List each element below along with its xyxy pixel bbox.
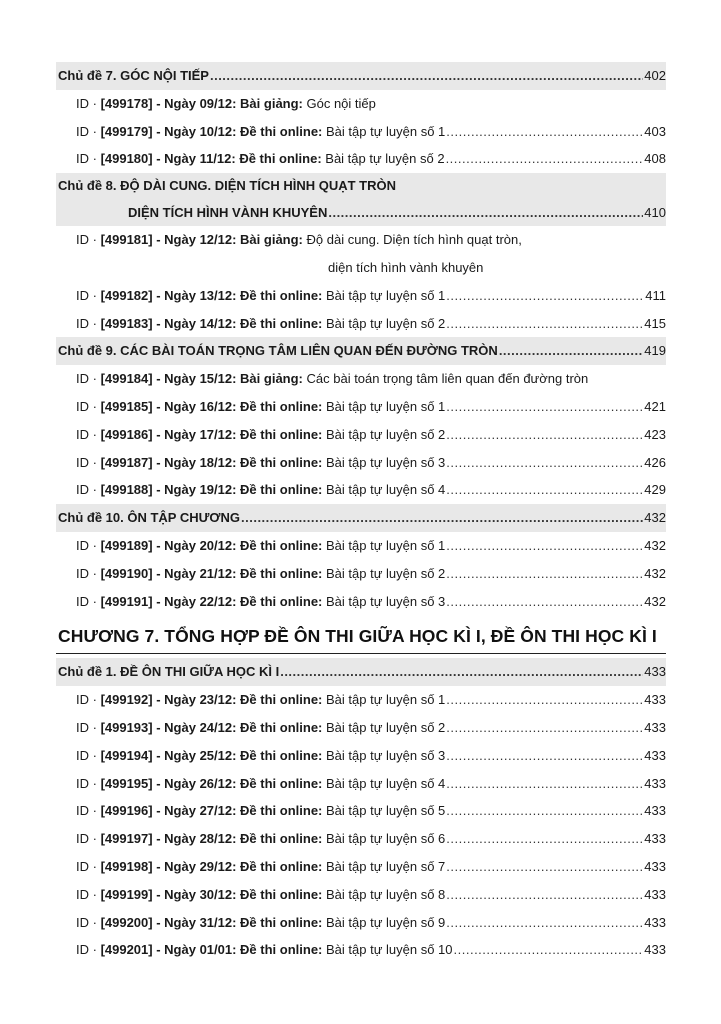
entry-code: [499196] — [100, 803, 153, 819]
entry-title: Bài tập tự luyện số 2 — [322, 426, 446, 442]
entry-title: Bài tập tự luyện số 5 — [322, 803, 446, 819]
page-number: 432 — [644, 565, 666, 581]
entry-date: - Ngày 26/12: — [152, 775, 241, 791]
dot-leader — [446, 560, 643, 588]
entry-kind: Đề thi online: — [240, 858, 323, 874]
entry-date: - Ngày 09/12: — [152, 95, 241, 111]
entry-code: [499195] — [100, 775, 153, 791]
entry-kind: Đề thi online: — [240, 775, 323, 791]
dot-leader — [446, 145, 644, 173]
toc-entry[interactable] — [56, 310, 666, 338]
dot-leader — [446, 909, 643, 937]
page-number: 433 — [644, 858, 666, 874]
dot-leader — [446, 532, 643, 560]
dot-leader — [446, 310, 643, 338]
entry-title: Độ dài cung. Diện tích hình quạt tròn, — [302, 232, 522, 248]
topic-title: Chủ đề 10. ÔN TẬP CHƯƠNG — [58, 510, 240, 526]
id-prefix: ID · — [76, 151, 101, 167]
entry-date: - Ngày 31/12: — [152, 914, 241, 930]
id-prefix: ID · — [76, 315, 101, 331]
topic-title: Chủ đề 7. GÓC NỘI TIẾP — [58, 68, 209, 83]
toc-entry[interactable] — [56, 421, 666, 449]
toc-entry[interactable] — [56, 909, 666, 937]
entry-title: Bài tập tự luyện số 7 — [322, 858, 446, 874]
dot-leader — [446, 118, 643, 146]
toc-entry-continuation — [56, 254, 666, 282]
topic-title-continued: DIỆN TÍCH HÌNH VÀNH KHUYÊN — [128, 205, 328, 221]
entry-code: [499198] — [100, 858, 153, 874]
topic-heading[interactable] — [56, 173, 666, 199]
toc-entry[interactable] — [56, 825, 666, 853]
entry-code: [499190] — [100, 565, 153, 581]
id-prefix: ID · — [76, 565, 101, 581]
entry-kind: Đề thi online: — [239, 151, 322, 167]
entry-code: [499185] — [100, 398, 153, 414]
entry-code: [499201] — [100, 942, 153, 958]
toc-entry[interactable] — [56, 476, 666, 504]
entry-title: Bài tập tự luyện số 1 — [322, 287, 446, 303]
entry-code: [499192] — [100, 692, 153, 708]
entry-code: [499186] — [100, 426, 153, 442]
dot-leader — [446, 881, 643, 909]
id-prefix: ID · — [76, 426, 101, 442]
entry-date: - Ngày 14/12: — [152, 315, 241, 331]
page-number: 402 — [644, 68, 666, 83]
id-prefix: ID · — [76, 747, 101, 763]
dot-leader — [446, 282, 644, 310]
dot-leader — [446, 421, 643, 449]
entry-title: Bài tập tự luyện số 1 — [322, 537, 446, 553]
entry-kind: Đề thi online: — [240, 831, 323, 847]
entry-date: - Ngày 12/12: — [152, 232, 241, 248]
entry-code: [499194] — [100, 747, 153, 763]
chapter-heading[interactable]: CHƯƠNG 7. TỔNG HỢP ĐỀ ÔN THI GIỮA HỌC KÌ I, ĐỀ ÔN THI HỌC KÌ I — [56, 619, 666, 654]
id-prefix: ID · — [76, 537, 101, 553]
entry-code: [499191] — [100, 593, 153, 609]
toc-entry[interactable] — [56, 797, 666, 825]
entry-kind: Đề thi online: — [240, 803, 323, 819]
entry-code: [499197] — [100, 831, 153, 847]
entry-date: - Ngày 17/12: — [152, 426, 241, 442]
page-number: 411 — [645, 287, 666, 303]
entry-title: Bài tập tự luyện số 2 — [322, 315, 446, 331]
id-prefix: ID · — [76, 232, 101, 248]
entry-title: Góc nội tiếp — [302, 95, 376, 111]
entry-code: [499184] — [100, 371, 153, 387]
entry-kind: Đề thi online: — [240, 287, 323, 303]
entry-title: Bài tập tự luyện số 4 — [322, 482, 446, 498]
page-number: 421 — [644, 398, 666, 414]
topic-title: Chủ đề 8. ĐỘ DÀI CUNG. DIỆN TÍCH HÌNH QUẠT TRÒN — [58, 178, 396, 194]
page-number: 433 — [644, 692, 666, 708]
topic-heading-continued[interactable] — [56, 199, 666, 226]
entry-code: [499188] — [100, 482, 153, 498]
entry-code: [499182] — [100, 287, 153, 303]
entry-kind: Đề thi online: — [240, 914, 323, 930]
id-prefix: ID · — [76, 914, 101, 930]
dot-leader — [454, 936, 644, 964]
dot-leader — [446, 393, 643, 421]
page-number: 433 — [644, 803, 666, 819]
dot-leader — [446, 853, 643, 881]
entry-kind: Đề thi online: — [240, 482, 323, 498]
entry-kind: Đề thi online: — [240, 565, 323, 581]
page-number: 433 — [644, 942, 666, 958]
topic-heading[interactable] — [56, 62, 666, 90]
entry-title: Bài tập tự luyện số 9 — [322, 914, 446, 930]
toc-entry[interactable] — [56, 686, 666, 714]
id-prefix: ID · — [76, 123, 101, 139]
entry-code: [499189] — [100, 537, 153, 553]
entry-kind: Đề thi online: — [240, 454, 323, 470]
entry-date: - Ngày 01/01: — [152, 942, 241, 958]
entry-code: [499183] — [100, 315, 153, 331]
toc-entry[interactable] — [56, 560, 666, 588]
page-number: 423 — [644, 426, 666, 442]
dot-leader — [241, 504, 643, 532]
id-prefix: ID · — [76, 398, 101, 414]
id-prefix: ID · — [76, 831, 101, 847]
page-number: 433 — [644, 747, 666, 763]
toc-entry[interactable] — [56, 90, 666, 118]
entry-title: Bài tập tự luyện số 2 — [322, 719, 446, 735]
entry-code: [499199] — [100, 886, 153, 902]
entry-title-continued: diện tích hình vành khuyên — [328, 259, 484, 275]
page-number: 433 — [644, 831, 666, 847]
topic-heading[interactable] — [56, 337, 666, 365]
toc-entry[interactable] — [56, 588, 666, 616]
dot-leader — [446, 449, 643, 477]
entry-date: - Ngày 13/12: — [152, 287, 241, 303]
dot-leader — [499, 337, 643, 365]
entry-title: Bài tập tự luyện số 1 — [322, 123, 446, 139]
entry-date: - Ngày 23/12: — [152, 692, 241, 708]
toc-entry[interactable] — [56, 145, 666, 173]
entry-kind: Đề thi online: — [240, 747, 323, 763]
id-prefix: ID · — [76, 593, 101, 609]
dot-leader — [446, 825, 643, 853]
id-prefix: ID · — [76, 454, 101, 470]
id-prefix: ID · — [76, 942, 101, 958]
page-number: 419 — [644, 343, 666, 359]
toc-entry[interactable] — [56, 853, 666, 881]
entry-code: [499179] — [100, 123, 153, 139]
id-prefix: ID · — [76, 692, 101, 708]
entry-title: Các bài toán trọng tâm liên quan đến đường tròn — [302, 371, 589, 387]
entry-date: - Ngày 10/12: — [152, 123, 241, 139]
entry-date: - Ngày 16/12: — [152, 398, 241, 414]
entry-kind: Đề thi online: — [240, 593, 323, 609]
page-number: 426 — [644, 454, 666, 470]
page-number: 433 — [644, 664, 666, 680]
dot-leader — [446, 797, 643, 825]
entry-kind: Đề thi online: — [240, 315, 323, 331]
topic-title: Chủ đề 9. CÁC BÀI TOÁN TRỌNG TÂM LIÊN QUAN ĐẾN ĐƯỜNG TRÒN — [58, 343, 498, 359]
id-prefix: ID · — [76, 803, 101, 819]
entry-date: - Ngày 22/12: — [152, 593, 241, 609]
toc-entry[interactable] — [56, 936, 666, 964]
entry-title: Bài tập tự luyện số 3 — [322, 454, 446, 470]
entry-title: Bài tập tự luyện số 1 — [322, 692, 446, 708]
entry-title: Bài tập tự luyện số 3 — [322, 593, 446, 609]
entry-code: [499178] — [100, 95, 153, 111]
entry-code: [499181] — [100, 232, 153, 248]
page-number: 415 — [644, 315, 666, 331]
entry-kind: Đề thi online: — [240, 123, 323, 139]
toc-entry[interactable] — [56, 532, 666, 560]
entry-kind: Bài giảng: — [240, 371, 303, 387]
entry-kind: Đề thi online: — [240, 537, 323, 553]
entry-date: - Ngày 15/12: — [152, 371, 241, 387]
entry-date: - Ngày 20/12: — [152, 537, 241, 553]
dot-leader — [446, 476, 643, 504]
entry-kind: Bài giảng: — [240, 232, 303, 248]
entry-title: Bài tập tự luyện số 2 — [321, 151, 445, 167]
page-number: 429 — [644, 482, 666, 498]
entry-kind: Đề thi online: — [240, 398, 323, 414]
id-prefix: ID · — [76, 858, 101, 874]
page-number: 432 — [644, 537, 666, 553]
entry-date: - Ngày 25/12: — [152, 747, 241, 763]
topic-heading[interactable] — [56, 658, 666, 686]
id-prefix: ID · — [76, 886, 101, 902]
page-number: 432 — [644, 593, 666, 609]
page-number: 433 — [644, 775, 666, 791]
page-number: 433 — [644, 914, 666, 930]
entry-code: [499193] — [100, 719, 153, 735]
toc-entry[interactable] — [56, 449, 666, 477]
entry-list — [56, 686, 666, 964]
entry-kind: Đề thi online: — [240, 942, 323, 958]
id-prefix: ID · — [76, 371, 101, 387]
page-number: 433 — [644, 886, 666, 902]
toc-entry[interactable] — [56, 742, 666, 770]
toc-entry[interactable] — [56, 393, 666, 421]
entry-kind: Bài giảng: — [240, 95, 303, 111]
id-prefix: ID · — [76, 719, 101, 735]
id-prefix: ID · — [76, 775, 101, 791]
page-number: 432 — [644, 510, 666, 526]
entry-date: - Ngày 24/12: — [152, 719, 241, 735]
dot-leader — [446, 770, 643, 798]
toc-entry[interactable] — [56, 770, 666, 798]
toc-entry[interactable] — [56, 282, 666, 310]
dot-leader — [446, 588, 643, 616]
page-number: 433 — [644, 719, 666, 735]
id-prefix: ID · — [76, 482, 101, 498]
entry-date: - Ngày 30/12: — [152, 886, 241, 902]
entry-code: [499200] — [100, 914, 153, 930]
entry-date: - Ngày 11/12: — [152, 151, 240, 167]
entry-code: [499180] — [100, 151, 153, 167]
entry-date: - Ngày 28/12: — [152, 831, 241, 847]
id-prefix: ID · — [76, 287, 101, 303]
dot-leader — [446, 742, 643, 770]
page-number: 408 — [644, 151, 666, 167]
entry-kind: Đề thi online: — [240, 886, 323, 902]
dot-leader — [446, 714, 643, 742]
dot-leader — [280, 658, 643, 686]
entry-title: Bài tập tự luyện số 3 — [322, 747, 446, 763]
entry-title: Bài tập tự luyện số 1 — [322, 398, 446, 414]
topic-title: Chủ đề 1. ĐỀ ÔN THI GIỮA HỌC KÌ I — [58, 664, 280, 680]
table-of-contents — [56, 62, 666, 964]
entry-date: - Ngày 27/12: — [152, 803, 241, 819]
page-number: 410 — [644, 205, 666, 221]
entry-title: Bài tập tự luyện số 4 — [322, 775, 446, 791]
entry-code: [499187] — [100, 454, 153, 470]
entry-date: - Ngày 21/12: — [152, 565, 241, 581]
entry-kind: Đề thi online: — [240, 692, 323, 708]
entry-date: - Ngày 29/12: — [152, 858, 241, 874]
toc-entry[interactable] — [56, 881, 666, 909]
entry-date: - Ngày 19/12: — [152, 482, 241, 498]
toc-entry[interactable] — [56, 118, 666, 146]
dot-leader — [446, 686, 643, 714]
entry-title: Bài tập tự luyện số 10 — [322, 942, 453, 958]
dot-leader — [328, 199, 643, 226]
page-number: 403 — [644, 123, 666, 139]
entry-kind: Đề thi online: — [240, 719, 323, 735]
topic-heading[interactable] — [56, 504, 666, 532]
toc-entry[interactable] — [56, 226, 666, 254]
entry-title: Bài tập tự luyện số 2 — [322, 565, 446, 581]
toc-entry[interactable] — [56, 714, 666, 742]
entry-title: Bài tập tự luyện số 6 — [322, 831, 446, 847]
entry-title: Bài tập tự luyện số 8 — [322, 886, 446, 902]
entry-kind: Đề thi online: — [240, 426, 323, 442]
toc-entry[interactable] — [56, 365, 666, 393]
dot-leader — [210, 62, 643, 90]
entry-date: - Ngày 18/12: — [152, 454, 241, 470]
id-prefix: ID · — [76, 95, 101, 111]
